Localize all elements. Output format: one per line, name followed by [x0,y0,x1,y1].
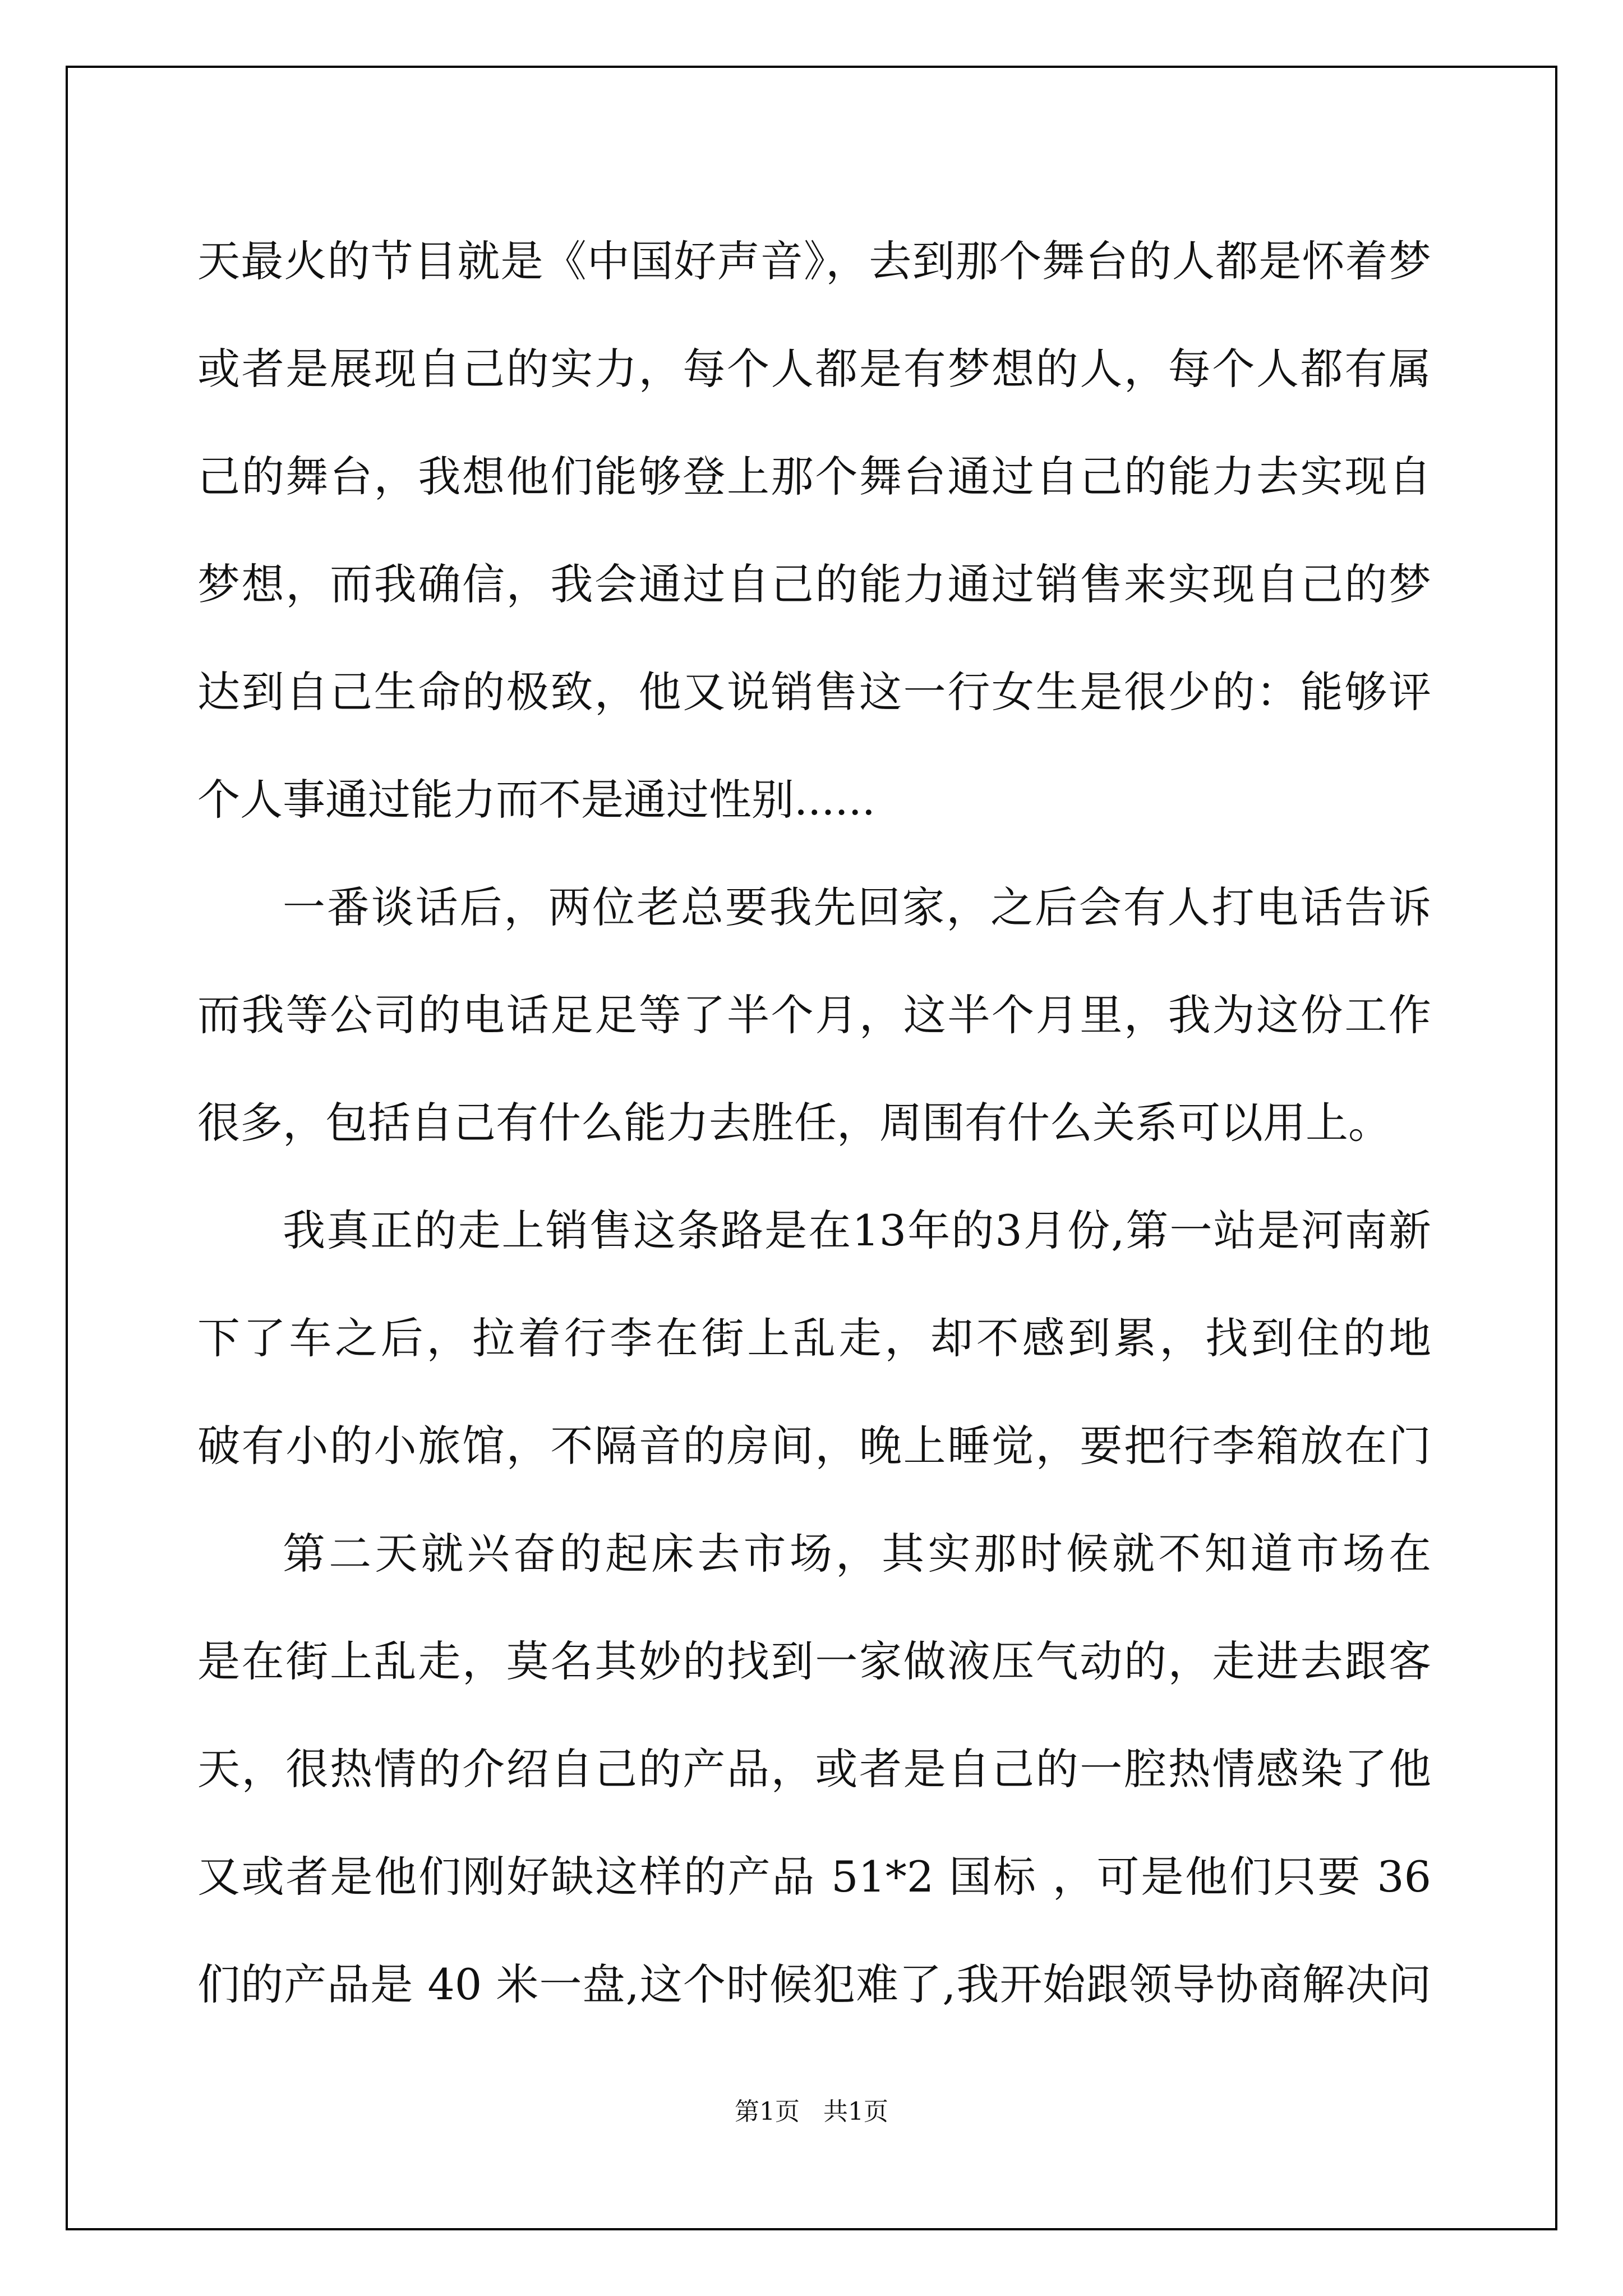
text-line: 个人事通过能力而不是通过性别...... [197,775,875,825]
text-line: 梦想，而我确信，我会通过自己的能力通过销售来实现自己的梦 [197,559,1431,609]
page-footer: 第1页 共1页 [735,2097,888,2126]
text-line: 天，很热情的介绍自己的产品，或者是自己的一腔热情感染了他 [197,1744,1431,1794]
text-line: 是在街上乱走，莫名其妙的找到一家做液压气动的，走进去跟客 [197,1636,1431,1686]
text-line: 天最火的节目就是《中国好声音》，去到那个舞台的人都是怀着梦 [197,236,1431,286]
text-line: 达到自己生命的极致，他又说销售这一行女生是很少的：能够评 [197,667,1431,717]
text-line: 第二天就兴奋的起床去市场，其实那时候就不知道市场在 [283,1529,1431,1579]
document-body [197,208,1431,2039]
text-line: 而我等公司的电话足足等了半个月，这半个月里，我为这份工作 [197,990,1431,1040]
text-line: 己的舞台，我想他们能够登上那个舞台通过自己的能力去实现自 [197,452,1431,501]
text-line: 很多，包括自己有什么能力去胜任，周围有什么关系可以用上。 [197,1098,1391,1148]
text-line: 们的产品是 40 米一盘,这个时候犯难了,我开始跟领导协商解决问 [197,1959,1431,2009]
text-line: 下了车之后，拉着行李在街上乱走，却不感到累，找到住的地 [197,1313,1431,1363]
text-line: 破有小的小旅馆，不隔音的房间，晚上睡觉，要把行李箱放在门 [197,1421,1431,1471]
text-line: 一番谈话后，两位老总要我先回家，之后会有人打电话告诉 [283,882,1431,932]
text-line: 我真正的走上销售这条路是在13年的3月份,第一站是河南新 [283,1205,1431,1255]
text-line: 又或者是他们刚好缺这样的产品 51*2 国标 ，可是他们只要 36 [197,1852,1431,1902]
text-line: 或者是展现自己的实力，每个人都是有梦想的人，每个人都有属 [197,344,1431,394]
